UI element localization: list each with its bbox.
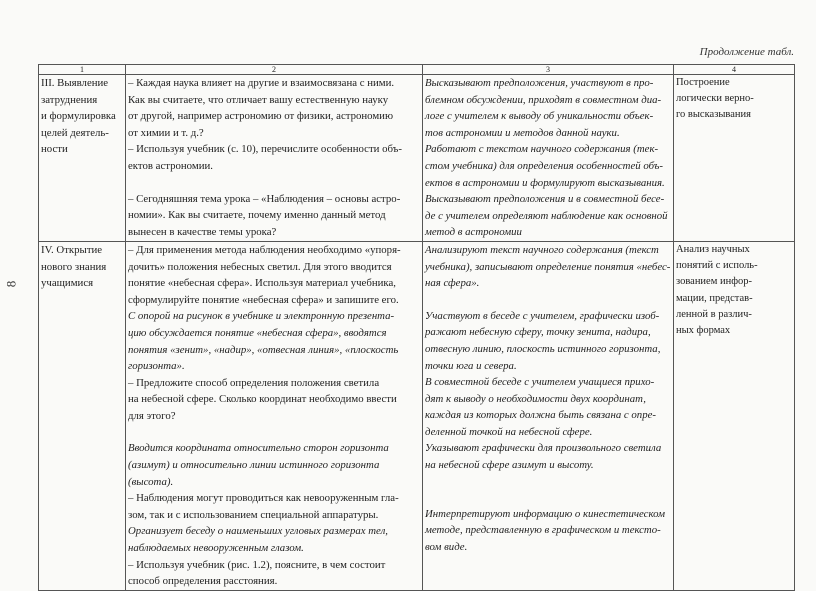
lesson-table [38,64,795,591]
table-header-row [39,65,795,75]
student-text: Анализируют текст научного содержания (текст учебника), записывают определение понятия «небес- ная сфера». [425,243,671,290]
teacher-text: Организует беседу о наименьших угловых размерах тел, наблюдаемых невооруженным глазом. [128,525,388,555]
teacher-activity-cell [126,75,423,242]
teacher-text: – Предложите способ определения положения светила на небесной сфере. Сколько координат необходимо ввести для этого? [128,376,397,422]
stage-cell: IV. Открытие нового знания учащимися [39,241,126,590]
teacher-text: – Для применения метода наблюдения необходимо «упоря- дочить» положения небесных светил. Для этого вводится понятие «небесная сфера». Используя материал учебника, сформулируйте понятие «небесная сфера» и запишите его. [128,243,401,306]
teacher-text: – Используя учебник (с. 10), перечислите особенности объ- ектов астрономии. [128,143,402,172]
teacher-text: – Используя учебник (рис. 1.2), поясните, в чем состоит способ определения расстояния. [128,558,386,588]
column-header: 4 [674,65,795,75]
student-text: Участвуют в беседе с учителем, графически изоб- ражают небесную сферу, точку зенита, надира, отвесную линию, плоскость истинного горизонта, точки юга и севера. В совместной беседе с учителем учащиеся прихо- дят к выводу о необходимости двух координат, каждая из которых должна быть связана с опре- деленной точкой на небесной сфере. Указывают графически для произвольного светила на небесной сфере азимут и высоту. [425,309,662,472]
column-header: 3 [423,65,674,75]
table-row [39,75,795,242]
teacher-text: С опорой на рисунок в учебнике и электронную презента- цию обсуждается понятие «небесная сфера», вводятся понятия «зенит», «надир», «отвесная линия», «плоскость горизонта». [128,310,399,373]
column-header: 2 [126,65,423,75]
stage-cell: III. Выявление затруднения и формулировка целей деятель- ности [39,75,126,242]
teacher-activity-cell [126,241,423,590]
teacher-text: Вводится координата относительно сторон горизонта (азимут) и относительно линии истинного горизонта (высота). [128,442,389,488]
continuation-label: Продолжение табл. [699,46,794,58]
result-cell: Построение логически верно- го высказывания [674,75,795,242]
student-text: Интерпретируют информацию о кинестетическом методе, представленную в графическом и тексто- вом виде. [425,507,665,553]
column-header: 1 [39,65,126,75]
student-activity-cell: Высказывают предположения, участвуют в про- блемном обсуждении, приходят в совместном диа- логе с учителем к выводу об уникальности объек- тов астрономии и методов данной науки. Работают с текстом научного содержания (тек- стом учебника) для определения особенностей объ- ектов в астрономии и формулируют высказывания. Высказывают предположения и в совместной бесе- де с учителем определяют наблюдение как основной метод в астрономии [423,75,674,242]
table-row [39,241,795,590]
teacher-text: – Каждая наука влияет на другие и взаимосвязана с ними. Как вы считаете, что отличает вашу естественную науку от другой, например астрономию от физики, астрономию от химии и т. д.? [128,77,395,139]
student-activity-cell [423,241,674,590]
result-cell: Анализ научных понятий с исполь- зованием инфор- мации, представ- ленной в различ- ных формах [674,241,795,590]
page-number: 8 [3,280,19,288]
teacher-text: – Сегодняшняя тема урока – «Наблюдения – основы астро- номии». Как вы считаете, почему именно данный метод вынесен в качестве темы урока? [128,192,401,238]
teacher-text: – Наблюдения могут проводиться как невооруженным гла- зом, так и с использованием специальной аппаратуры. [128,492,399,521]
